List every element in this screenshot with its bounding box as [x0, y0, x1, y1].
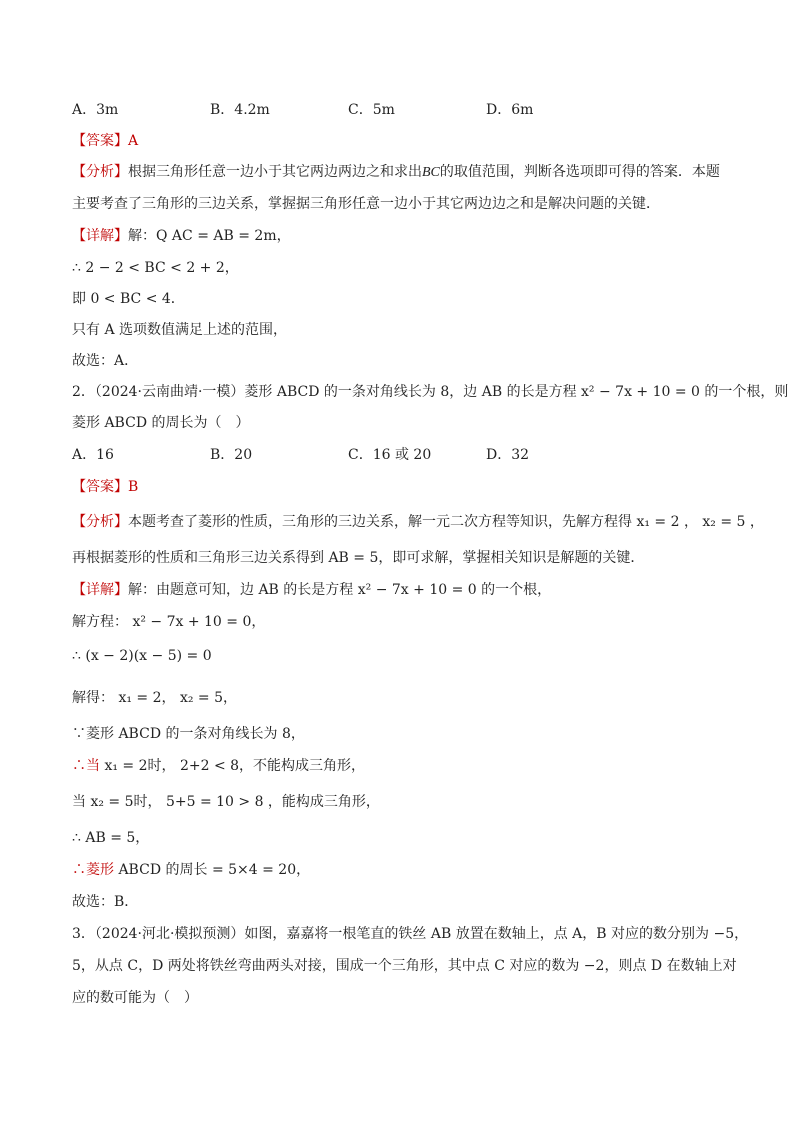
q2-detail-line-4: 解得： x₁ = 2， x₂ = 5，: [72, 690, 237, 706]
answer-tag: 【答案】: [72, 133, 128, 149]
q2-analysis-line-2: 再根据菱形的性质和三角形三边关系得到 AB = 5，即可求解，掌握相关知识是解题的关键．: [72, 550, 645, 566]
q2-detail-line-2: 解方程： x² − 7x + 10 = 0，: [72, 614, 266, 630]
q1-option-b: B．4.2m: [210, 102, 270, 118]
q1-detail-line-2: ∴ 2 − 2 < BC < 2 + 2，: [72, 260, 239, 276]
detail-tag: 【详解】: [72, 228, 128, 244]
q2-detail-line-3: ∴ (x − 2)(x − 5) = 0: [72, 648, 212, 664]
q2-option-a: A．16: [72, 447, 114, 463]
q2-detail-line-1: [72, 580, 551, 600]
analysis-text: 根据三角形任意一边小于其它两边两边之和求出: [128, 164, 422, 180]
q1-answer-line: [72, 131, 138, 151]
q2-detail-line-9: [72, 860, 310, 880]
q2-analysis-line-1: [72, 512, 764, 532]
q2-detail-line-10: 故选：B．: [72, 894, 139, 910]
q1-detail-line-5: 故选：A．: [72, 353, 139, 369]
detail-text: 解：Q AC = AB = 2m，: [128, 228, 291, 244]
q2-option-d: D．32: [486, 447, 530, 463]
q1-detail-line-3: 即 0 < BC < 4．: [72, 291, 185, 307]
q2-detail-line-8: ∴ AB = 5，: [72, 830, 150, 846]
q3-stem-line-3: 应的数可能为（ ）: [72, 990, 198, 1006]
q2-detail-line-7: 当 x₂ = 5时， 5+5 = 10 > 8 ，能构成三角形，: [72, 794, 380, 810]
answer-value: B: [128, 479, 139, 495]
math-bc: BC: [422, 165, 440, 180]
therefore-when: ∴当: [72, 758, 100, 774]
answer-tag: 【答案】: [72, 479, 128, 495]
q2-option-b: B．20: [210, 447, 253, 463]
analysis-tag: 【分析】: [72, 514, 128, 530]
q1-analysis-line-1: [72, 162, 720, 183]
therefore-rhombus: ∴菱形: [72, 862, 114, 878]
detail-text: ABCD 的周长 = 5×4 = 20，: [114, 862, 311, 878]
q2-option-c: C．16 或 20: [348, 447, 432, 463]
detail-tag: 【详解】: [72, 582, 128, 598]
q3-stem-line-1: 3．（2024·河北·模拟预测）如图，嘉嘉将一根笔直的铁丝 AB 放置在数轴上，点 A，B 对应的数分别为 −5，: [72, 926, 749, 942]
q1-option-d: D．6m: [486, 102, 534, 118]
q2-stem-line-2: 菱形 ABCD 的周长为（ ）: [72, 415, 250, 431]
q1-option-c: C．5m: [348, 102, 395, 118]
q3-stem-line-2: 5，从点 C，D 两处将铁丝弯曲两头对接，围成一个三角形，其中点 C 对应的数为 −2，则点 D 在数轴上对: [72, 958, 737, 974]
q2-answer-line: [72, 477, 138, 497]
q1-detail-line-1: [72, 226, 291, 246]
analysis-tag: 【分析】: [72, 164, 128, 180]
detail-text: x₁ = 2时， 2+2 < 8，不能构成三角形，: [100, 758, 366, 774]
q1-analysis-line-2: 主要考查了三角形的三边关系，掌握据三角形任意一边小于其它两边边之和是解决问题的关键．: [72, 196, 660, 212]
q2-stem-line-1: 2．（2024·云南曲靖·一模）菱形 ABCD 的一条对角线长为 8，边 AB 的长是方程 x² − 7x + 10 = 0 的一个根，则: [72, 384, 789, 400]
analysis-text: 本题考查了菱形的性质，三角形的三边关系，解一元二次方程等知识，先解方程得 x₁ = 2 ， x₂ = 5 ，: [128, 514, 764, 530]
q1-detail-line-4: 只有 A 选项数值满足上述的范围，: [72, 322, 288, 338]
q2-detail-line-6: [72, 756, 365, 776]
answer-value: A: [128, 133, 139, 149]
detail-text: 解：由题意可知，边 AB 的长是方程 x² − 7x + 10 = 0 的一个根，: [128, 582, 552, 598]
q2-detail-line-5: ∵菱形 ABCD 的一条对角线长为 8，: [72, 726, 305, 742]
analysis-text: 的取值范围，判断各选项即可得的答案．本题: [439, 164, 720, 180]
q1-option-a: A．3m: [72, 102, 119, 118]
